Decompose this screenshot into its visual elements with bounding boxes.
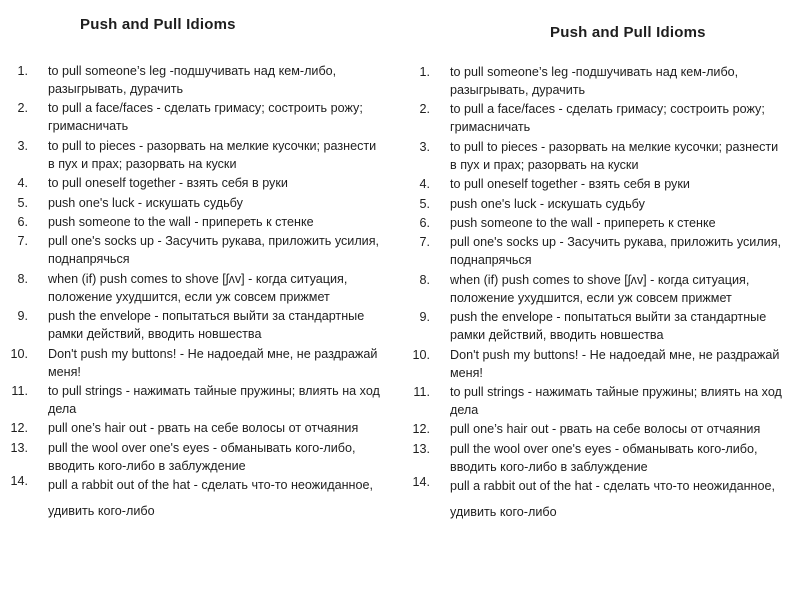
item-text: pull one’s hair out - рвать на себе волосы от отчаяния — [48, 421, 359, 436]
item-number: 12. — [10, 421, 28, 436]
list-item — [404, 63, 788, 99]
item-number: 2. — [419, 102, 430, 117]
list-item — [2, 439, 386, 475]
item-text: push the envelope - попытаться выйти за стандартные рамки действий, вводить новшества — [450, 310, 767, 343]
item-number: 6. — [17, 214, 28, 229]
list-item — [404, 271, 788, 307]
list-item — [2, 307, 386, 343]
left-idiom-list — [2, 62, 386, 524]
item-number: 7. — [17, 234, 28, 249]
list-item — [404, 233, 788, 269]
item-number: 10. — [412, 347, 430, 362]
list-item — [404, 175, 788, 193]
item-number: 9. — [17, 309, 28, 324]
item-text: to pull someone’s leg -подшучивать над кем-либо, разыгрывать, дурачить — [48, 64, 337, 96]
list-item — [404, 214, 788, 232]
item-text: when (if) push comes to shove [ʃʌv] - когда ситуация, положение ухудшится, если уж совсем прижмет — [450, 272, 750, 305]
item-number: 8. — [17, 271, 28, 286]
item-number: 11. — [413, 384, 430, 399]
item-text: push someone to the wall - припереть к стенке — [48, 214, 314, 229]
item-number: 11. — [11, 383, 28, 398]
item-text: pull a rabbit out of the hat - сделать что-то неожиданное, удивить кого-либо — [48, 478, 374, 519]
item-text: to pull someone’s leg -подшучивать над кем-либо, разыгрывать, дурачить — [450, 65, 739, 97]
item-text: Don't push my buttons! - Не надоедай мне, не раздражай меня! — [48, 346, 378, 379]
item-number: 5. — [17, 195, 28, 210]
list-item — [2, 194, 386, 212]
item-number: 4. — [17, 176, 28, 191]
item-number: 13. — [412, 441, 430, 456]
item-text: push the envelope - попытаться выйти за стандартные рамки действий, вводить новшества — [48, 309, 365, 342]
item-text: Don't push my buttons! - Не надоедай мне, не раздражай меня! — [450, 347, 780, 380]
item-number: 5. — [419, 196, 430, 211]
item-text: pull a rabbit out of the hat - сделать что-то неожиданное, удивить кого-либо — [450, 479, 776, 520]
item-text: pull one's socks up - Засучить рукава, приложить усилия, поднапрячься — [450, 235, 782, 268]
list-item — [2, 419, 386, 437]
item-text: pull the wool over one's eyes - обманывать кого-либо, вводить кого-либо в заблуждение — [450, 441, 758, 474]
list-item — [404, 100, 788, 136]
item-number: 10. — [10, 346, 28, 361]
item-number: 4. — [419, 177, 430, 192]
item-number: 3. — [419, 139, 430, 154]
item-text: pull the wool over one's eyes - обманывать кого-либо, вводить кого-либо в заблуждение — [48, 440, 356, 473]
item-number: 9. — [419, 310, 430, 325]
item-text: push someone to the wall - припереть к стенке — [450, 215, 716, 230]
right-title: Push and Pull Idioms — [550, 24, 706, 41]
list-item — [2, 270, 386, 306]
item-number: 2. — [17, 101, 28, 116]
item-text: to pull to pieces - разорвать на мелкие кусочки; разнести в пух и прах; разорвать на куски — [48, 138, 377, 171]
item-number: 14. — [412, 475, 430, 490]
list-item — [404, 308, 788, 344]
item-text: when (if) push comes to shove [ʃʌv] - когда ситуация, положение ухудшится, если уж совсем прижмет — [48, 271, 348, 304]
list-item — [2, 213, 386, 231]
item-text: to pull strings - нажимать тайные пружины; влиять на ход дела — [450, 384, 782, 417]
list-item — [2, 137, 386, 173]
item-number: 3. — [17, 138, 28, 153]
item-number: 12. — [412, 422, 430, 437]
item-number: 7. — [419, 235, 430, 250]
list-item — [2, 382, 386, 418]
list-item — [404, 346, 788, 382]
item-number: 1. — [419, 65, 430, 79]
left-title: Push and Pull Idioms — [80, 16, 236, 33]
item-text: to pull oneself together - взять себя в руки — [450, 177, 690, 192]
item-text: to pull oneself together - взять себя в руки — [48, 176, 288, 191]
item-number: 14. — [10, 474, 28, 489]
list-item — [2, 232, 386, 268]
item-number: 6. — [419, 215, 430, 230]
list-item — [404, 138, 788, 174]
list-item — [404, 440, 788, 476]
item-text: to pull a face/faces - сделать гримасу; состроить рожу; гримасничать — [450, 102, 765, 135]
list-item — [404, 420, 788, 438]
list-item — [404, 383, 788, 419]
left-column — [2, 14, 386, 525]
item-text: push one's luck - искушать судьбу — [48, 195, 243, 210]
list-item — [2, 99, 386, 135]
right-idiom-list — [404, 63, 788, 525]
list-item — [2, 62, 386, 98]
list-item — [2, 345, 386, 381]
item-text: to pull strings - нажимать тайные пружины; влиять на ход дела — [48, 383, 380, 416]
item-text: pull one’s hair out - рвать на себе волосы от отчаяния — [450, 422, 761, 437]
item-text: pull one's socks up - Засучить рукава, приложить усилия, поднапрячься — [48, 234, 380, 267]
list-item — [2, 174, 386, 192]
item-text: push one's luck - искушать судьбу — [450, 196, 645, 211]
right-column — [404, 22, 788, 526]
item-text: to pull a face/faces - сделать гримасу; состроить рожу; гримасничать — [48, 101, 363, 134]
list-item — [404, 195, 788, 213]
list-item — [2, 472, 386, 524]
list-item — [404, 473, 788, 525]
item-number: 1. — [17, 64, 28, 78]
item-number: 8. — [419, 272, 430, 287]
item-number: 13. — [10, 440, 28, 455]
item-text: to pull to pieces - разорвать на мелкие кусочки; разнести в пух и прах; разорвать на куски — [450, 139, 779, 172]
